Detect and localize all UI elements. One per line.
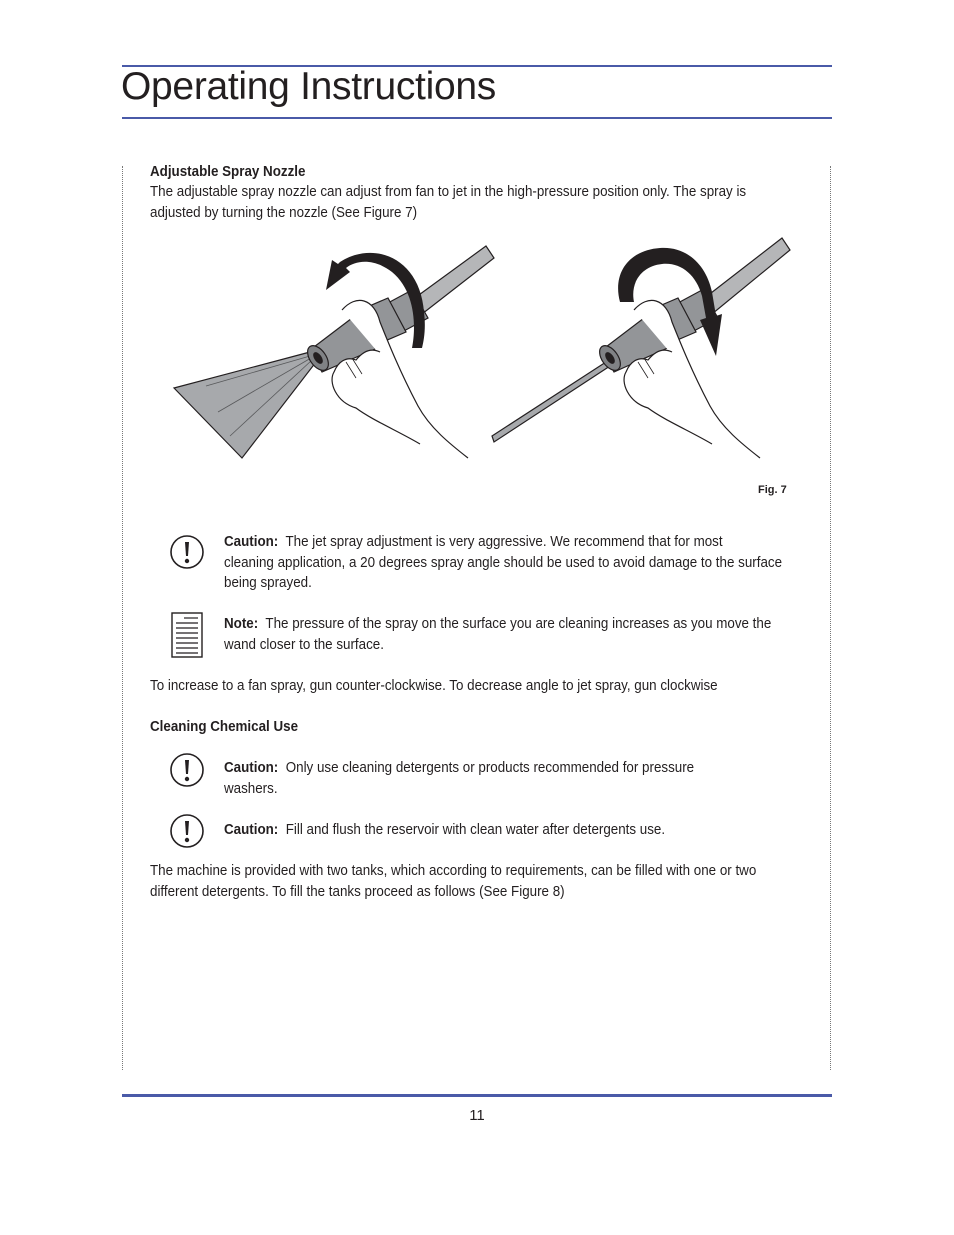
caution-text-line <box>224 532 723 553</box>
figure-7-illustration <box>160 232 800 464</box>
note-label: Note: <box>224 616 259 632</box>
caution-text-line: cleaning application, a 20 degrees spray angle should be used to avoid damage to the surface <box>224 555 783 571</box>
jet-spray-illustration <box>492 238 790 458</box>
paragraph-line: different detergents. To fill the tanks proceed as follows (See Figure 8) <box>150 884 565 900</box>
caution-label: Caution: <box>224 534 279 550</box>
caution-icon <box>169 534 205 570</box>
footer-rule <box>122 1094 832 1097</box>
caution-icon <box>169 813 205 849</box>
section-heading-spray-nozzle: Adjustable Spray Nozzle <box>150 164 306 180</box>
fan-spray-illustration <box>174 246 494 458</box>
jet-stream <box>492 362 610 442</box>
paragraph-line: The adjustable spray nozzle can adjust from fan to jet in the high-pressure position only. The spray is <box>150 184 747 200</box>
caution-text: Fill and flush the reservoir with clean water after detergents use. <box>285 822 666 838</box>
header-bottom-rule <box>122 117 832 119</box>
fan-spray-instruction: To increase to a fan spray, gun counter-clockwise. To decrease angle to jet spray, gun clockwise <box>150 678 718 694</box>
caution-text-line: washers. <box>224 781 278 797</box>
section-heading-cleaning-chemical: Cleaning Chemical Use <box>150 719 299 735</box>
wand <box>412 246 494 314</box>
wand <box>702 238 790 314</box>
caution-label: Caution: <box>224 822 279 838</box>
caution-text-line <box>224 820 665 841</box>
caution-icon <box>169 752 205 788</box>
note-text-line <box>224 614 771 635</box>
paragraph-line: adjusted by turning the nozzle (See Figure 7) <box>150 205 418 221</box>
right-dotted-margin <box>830 166 831 1070</box>
caution-text-line: being sprayed. <box>224 575 312 591</box>
caution-text: The jet spray adjustment is very aggressive. We recommend that for most <box>285 534 723 550</box>
caution-text: Only use cleaning detergents or products recommended for pressure <box>285 760 695 776</box>
figure-label: Fig. 7 <box>758 484 787 496</box>
page-number: 11 <box>469 1107 485 1124</box>
page-title: Operating Instructions <box>121 65 496 108</box>
note-text: The pressure of the spray on the surface you are cleaning increases as you move the <box>265 616 772 632</box>
note-text-line: wand closer to the surface. <box>224 637 384 653</box>
note-icon <box>171 612 203 658</box>
paragraph-line: The machine is provided with two tanks, which according to requirements, can be filled with one or two <box>150 863 757 879</box>
caution-label: Caution: <box>224 760 279 776</box>
left-dotted-margin <box>122 166 123 1070</box>
caution-text-line <box>224 758 694 779</box>
